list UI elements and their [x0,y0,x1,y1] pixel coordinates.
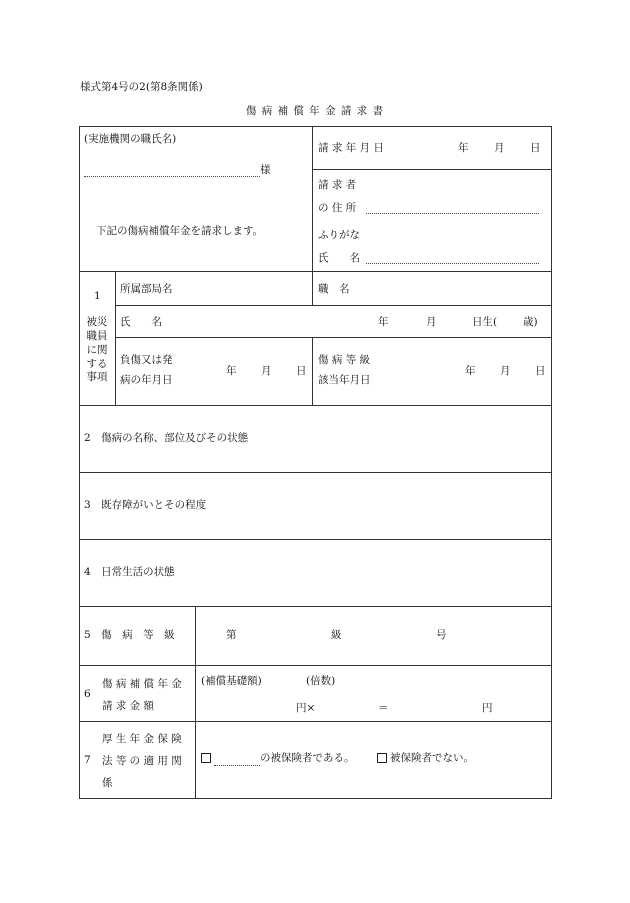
address-label: の 住 所 [318,202,357,214]
request-date-label: 請 求 年 月 日 [318,142,384,154]
form-number: 様式第4号の2(第8条関係) [80,81,203,93]
position-label: 職 名 [318,283,350,295]
sec7-label-1: 厚 生 年 金 保 険 [102,733,182,745]
checkbox-square-icon [201,753,211,763]
page-title: 傷 病 補 償 年 金 請 求 書 [245,105,385,117]
insurance-type-line[interactable] [214,765,260,766]
age-unit: 歳) [523,316,538,328]
request-month-unit: 月 [494,142,505,154]
birth-year-unit: 年 [378,316,389,328]
request-statement: 下記の傷病補償年金を請求します。 [96,225,264,237]
sec7-number: 7 [84,754,91,766]
sec4-label: 4 日常生活の状態 [84,566,175,578]
grade-kyu: 級 [331,629,342,641]
sec1-side-label [82,316,112,385]
claimant-label: 請 求 者 [318,179,357,191]
institution-name-line[interactable] [84,176,260,177]
sec7-label-2: 法 等 の 適 用 関 [102,755,182,767]
multiplier-label: (倍数) [306,675,336,687]
sama-suffix: 様 [260,164,271,176]
sec5-label: 5 傷 病 等 級 [84,629,175,641]
insured-text: の被保険者である。 [260,752,355,764]
institution-label: (実施機関の職氏名) [84,133,177,145]
sec7-label-3: 係 [102,777,113,789]
dept-label: 所属部局名 [120,283,173,295]
grade-year-unit: 年 [465,365,476,377]
request-day-unit: 日 [530,142,541,154]
checkbox-square-icon [377,753,387,763]
injury-month-unit: 月 [261,365,272,377]
injury-date-label-2: 病の年月日 [120,374,173,386]
injury-date-label-1: 負傷又は発 [120,354,173,366]
sec1-number: 1 [94,290,101,302]
grade-date-label-1: 傷 病 等 級 [318,354,371,366]
birth-month-unit: 月 [426,316,437,328]
furigana-label: ふりがな [318,229,360,241]
claimant-name-line[interactable] [366,263,539,264]
grade-month-unit: 月 [500,365,511,377]
request-year-unit: 年 [458,142,469,154]
birth-day-age-open: 日生( [472,316,498,328]
injury-year-unit: 年 [226,365,237,377]
sec1-side-label-text: 被災職員に関する事項 [86,316,108,384]
yen-times: 円× [296,702,316,714]
grade-go: 号 [436,629,447,641]
base-amount-label: (補償基礎額) [201,675,262,687]
injury-day-unit: 日 [296,365,307,377]
sec6-label-1: 傷 病 補 償 年 金 [102,678,182,690]
insured-checkbox[interactable] [201,753,213,765]
grade-day-unit: 日 [535,365,546,377]
claimant-name-label: 氏 名 [318,252,360,264]
sec6-number: 6 [84,688,91,700]
not-insured-text: 被保険者でない。 [390,752,474,764]
grade-date-label-2: 該当年月日 [318,374,371,386]
equals-sign: ＝ [378,702,389,714]
not-insured-checkbox[interactable] [377,753,389,765]
sec6-label-2: 請 求 金 額 [102,700,155,712]
grade-dai: 第 [226,629,237,641]
sec2-label: 2 傷病の名称、部位及びその状態 [84,432,249,444]
victim-name-label: 氏 名 [120,316,162,328]
yen-unit: 円 [482,702,493,714]
sec3-label: 3 既存障がいとその程度 [84,499,207,511]
address-line[interactable] [366,213,539,214]
